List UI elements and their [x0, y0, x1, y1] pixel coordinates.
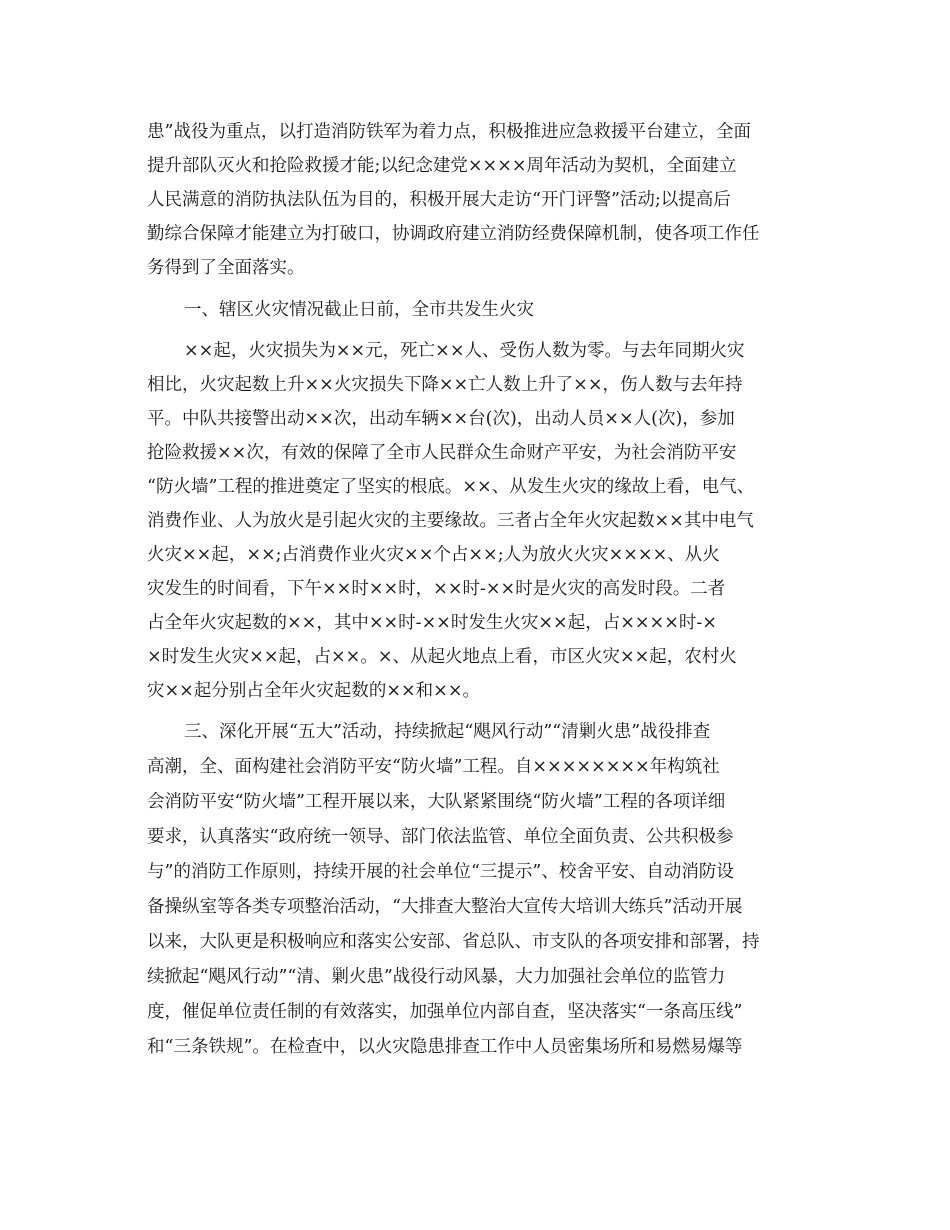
body-text-line: 勤综合保障才能建立为打破口，协调政府建立消防经费保障机制，使各项工作任: [147, 224, 760, 244]
body-text-line: 续掀起“飓风行动”“清、剿火患”战役行动风暴，大力加强社会单位的监管力: [147, 967, 726, 987]
body-text-line: 务得到了全面落实。: [147, 258, 305, 278]
body-text-line: ×时发生火灾××起，占××。×、从起火地点上看，市区火灾××起，农村火: [147, 647, 737, 667]
body-text-line: 消费作业、人为放火是引起火灾的主要缘故。三者占全年火灾起数××其中电气: [147, 511, 754, 531]
body-text-line: 要求，认真落实“政府统一领导、部门依法监管、单位全面负责、公共积极参: [147, 827, 734, 847]
body-text-line: 会消防平安“防火墙”工程开展以来，大队紧紧围绕“防火墙”工程的各项详细: [147, 792, 726, 812]
body-text-line: 抢险救援××次，有效的保障了全市人民群众生命财产平安，为社会消防平安: [147, 443, 737, 463]
section-heading-1: 一、辖区火灾情况截止日前，全市共发生火灾: [184, 300, 534, 320]
body-text-line: 患”战役为重点，以打造消防铁军为着力点，积极推进应急救援平台建立，全面: [147, 122, 751, 142]
body-text-line: 平。中队共接警出动××次，出动车辆××台(次)，出动人员××人(次)，参加: [147, 409, 735, 429]
body-text-line: 人民满意的消防执法队伍为目的，积极开展大走访“开门评警”活动;以提高后: [147, 190, 731, 210]
section-heading-3: 三、深化开展“五大”活动，持续掀起“飓风行动”“清剿火患”战役排查: [184, 722, 711, 742]
body-text-line: 度，催促单位责任制的有效落实，加强单位内部自查，坚决落实“一条高压线”: [147, 1002, 743, 1022]
body-text-line: 与”的消防工作原则，持续开展的社会单位“三提示”、校舍平安、自动消防设: [147, 862, 734, 882]
body-text-line: 灾发生的时间看，下午××时××时，××时-××时是火灾的高发时段。二者: [147, 579, 726, 599]
body-text-line: 提升部队灭火和抢险救援才能;以纪念建党××××周年活动为契机，全面建立: [147, 156, 737, 176]
body-text-line: “防火墙”工程的推进奠定了坚实的根底。××、从发生火灾的缘故上看，电气、: [147, 477, 755, 497]
body-text-line: 高潮，全、面构建社会消防平安“防火墙”工程。自××××××××年构筑社: [147, 757, 720, 777]
body-text-line: 火灾××起，××;占消费作业火灾××个占××;人为放火火灾××××、从火: [147, 545, 720, 565]
body-text-line: 以来，大队更是积极响应和落实公安部、省总队、市支队的各项安排和部署，持: [147, 932, 760, 952]
body-text-line: 占全年火灾起数的××，其中××时-××时发生火灾××起，占××××时-×: [147, 613, 717, 633]
body-text-line: 相比，火灾起数上升××火灾损失下降××亡人数上升了××，伤人数与去年持: [147, 375, 743, 395]
body-text-line: ××起，火灾损失为××元，死亡××人、受伤人数为零。与去年同期火灾: [184, 341, 745, 361]
body-text-line: 备操纵室等各类专项整治活动，“大排查大整治大宣传大培训大练兵”活动开展: [147, 897, 743, 917]
body-text-line: 和“三条铁规”。在检查中，以火灾隐患排查工作中人员密集场所和易燃易爆等: [147, 1037, 743, 1057]
body-text-line: 灾××起分别占全年火灾起数的××和××。: [147, 681, 480, 701]
